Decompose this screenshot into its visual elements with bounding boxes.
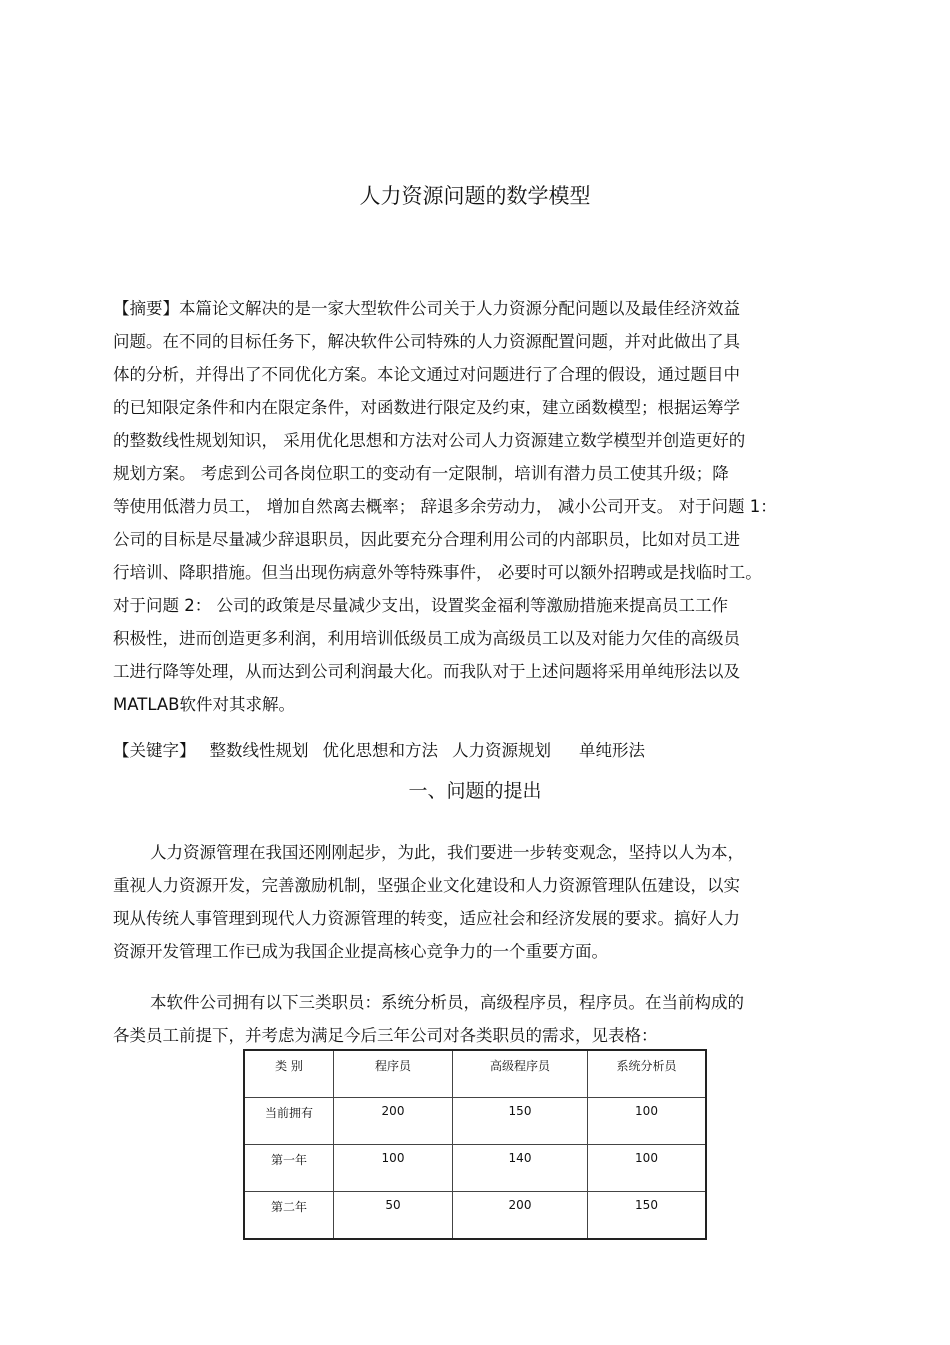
table-cell: 150 xyxy=(588,1192,707,1240)
body-line: 本软件公司拥有以下三类职员：系统分析员，高级程序员，程序员。在当前构成的 xyxy=(150,993,744,1012)
abstract-line: MATLAB软件对其求解。 xyxy=(113,695,295,714)
abstract-line: 公司的目标是尽量减少辞退职员，因此要充分合理利用公司的内部职员，比如对员工进 xyxy=(113,530,740,549)
keyword: 单纯形法 xyxy=(579,741,645,760)
table-row xyxy=(244,1145,706,1192)
table-cell: 第二年 xyxy=(244,1192,334,1240)
table-header-row xyxy=(244,1050,706,1098)
table-cell: 200 xyxy=(334,1098,453,1145)
table-header-cell: 类 别 xyxy=(244,1050,334,1098)
body-line: 现从传统人事管理到现代人力资源管理的转变，适应社会和经济发展的要求。搞好人力 xyxy=(113,909,740,928)
table-cell: 100 xyxy=(588,1098,707,1145)
body-paragraph xyxy=(113,986,848,1052)
body-paragraph xyxy=(113,836,848,968)
staff-demand-table xyxy=(243,1049,707,1240)
abstract-line: 等使用低潜力员工， 增加自然离去概率； 辞退多余劳动力， 减小公司开支。 对于问题 1： xyxy=(113,497,777,516)
table-row xyxy=(244,1192,706,1240)
body-line: 各类员工前提下，并考虑为满足今后三年公司对各类职员的需求，见表格： xyxy=(113,1026,658,1045)
table-cell: 100 xyxy=(334,1145,453,1192)
section-heading: 一、问题的提出 xyxy=(408,780,542,802)
keyword: 整数线性规划 xyxy=(209,741,309,760)
abstract-line: 的已知限定条件和内在限定条件，对函数进行限定及约束，建立函数模型；根据运筹学 xyxy=(113,398,740,417)
abstract-line: 规划方案。 考虑到公司各岗位职工的变动有一定限制，培训有潜力员工使其升级；降 xyxy=(113,464,729,483)
table-cell: 140 xyxy=(453,1145,588,1192)
abstract-line: 积极性，进而创造更多利润，利用培训低级员工成为高级员工以及对能力欠佳的高级员 xyxy=(113,629,740,648)
table-row xyxy=(244,1098,706,1145)
table-cell: 150 xyxy=(453,1098,588,1145)
abstract-line: 工进行降等处理，从而达到公司利润最大化。而我队对于上述问题将采用单纯形法以及 xyxy=(113,662,740,681)
keyword: 优化思想和方法 xyxy=(322,741,438,760)
body-line: 资源开发管理工作已成为我国企业提高核心竞争力的一个重要方面。 xyxy=(113,942,608,961)
keywords xyxy=(113,734,645,767)
abstract-line: 对于问题 2： 公司的政策是尽量减少支出，设置奖金福利等激励措施来提高员工工作 xyxy=(113,596,728,615)
table-cell: 100 xyxy=(588,1145,707,1192)
keywords-label: 【关键字】 xyxy=(113,741,196,760)
abstract-line: 【摘要】本篇论文解决的是一家大型软件公司关于人力资源分配问题以及最佳经济效益 xyxy=(113,299,740,318)
body-line: 人力资源管理在我国还刚刚起步，为此，我们要进一步转变观念，坚持以人为本， xyxy=(150,843,744,862)
table-cell: 50 xyxy=(334,1192,453,1240)
abstract-line: 行培训、降职措施。但当出现伤病意外等特殊事件， 必要时可以额外招聘或是找临时工。 xyxy=(113,563,762,582)
table-header-cell: 程序员 xyxy=(334,1050,453,1098)
table-cell: 200 xyxy=(453,1192,588,1240)
abstract-line: 问题。在不同的目标任务下，解决软件公司特殊的人力资源配置问题，并对此做出了具 xyxy=(113,332,740,351)
table-header-cell: 高级程序员 xyxy=(453,1050,588,1098)
keyword: 人力资源规划 xyxy=(452,741,551,760)
body-line: 重视人力资源开发，完善激励机制，坚强企业文化建设和人力资源管理队伍建设，以实 xyxy=(113,876,740,895)
abstract xyxy=(113,292,848,721)
abstract-line: 的整数线性规划知识， 采用优化思想和方法对公司人力资源建立数学模型并创造更好的 xyxy=(113,431,746,450)
page-title: 人力资源问题的数学模型 xyxy=(359,184,591,208)
table-cell: 当前拥有 xyxy=(244,1098,334,1145)
table-cell: 第一年 xyxy=(244,1145,334,1192)
abstract-line: 体的分析，并得出了不同优化方案。本论文通过对问题进行了合理的假设，通过题目中 xyxy=(113,365,740,384)
table-header-cell: 系统分析员 xyxy=(588,1050,707,1098)
